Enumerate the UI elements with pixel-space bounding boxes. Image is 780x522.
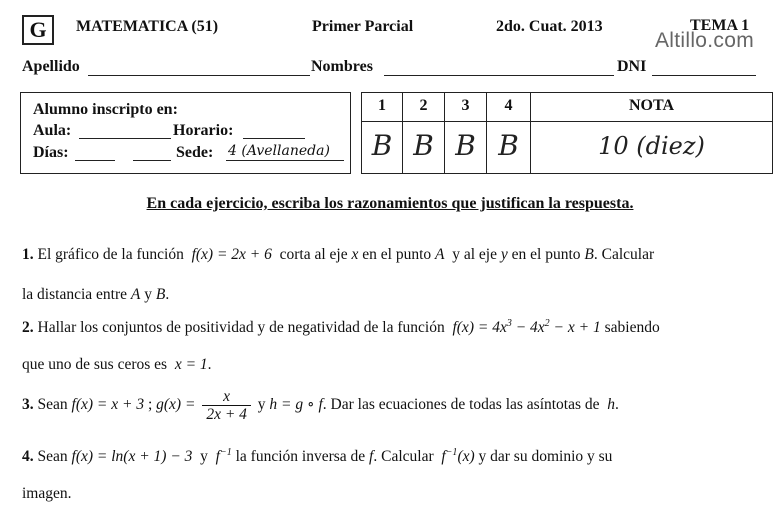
q1-line2-a: A (130, 286, 141, 303)
sede-handwritten-value: 4 (Avellaneda) (228, 143, 330, 159)
q1-text-3: en el punto (362, 246, 432, 263)
grade-mark-2: B (403, 122, 445, 173)
q4-finv2-arg: (x) (457, 448, 475, 466)
q1-line2-b: B (155, 286, 166, 303)
nombres-line (384, 75, 614, 76)
watermark-logo: Altillo.com (655, 29, 754, 52)
question-2-line-1 (22, 318, 660, 337)
question-4-number: 4. (22, 448, 34, 466)
course-title: MATEMATICA (51) (76, 18, 219, 35)
q3-text-1: Sean (37, 396, 68, 414)
q3-h-end: h (607, 396, 616, 414)
q4-finverse (216, 448, 232, 465)
sede-line (226, 160, 344, 161)
dias-label: Días: (33, 144, 69, 161)
q4-text-5: y dar su dominio y su (478, 448, 613, 466)
question-2-number: 2. (22, 319, 34, 337)
sede-label: Sede: (176, 144, 214, 161)
q3-separator: ; (147, 396, 153, 414)
q2-line2-zero: x = 1 (174, 356, 208, 373)
q4-finverse-x (441, 448, 474, 465)
apellido-line (88, 75, 310, 76)
dni-line (652, 75, 756, 76)
q2-line2-period: . (207, 356, 212, 373)
nombres-label: Nombres (311, 58, 373, 75)
question-4-line-2 (22, 485, 72, 503)
grade-header-1: 1 (362, 93, 403, 122)
theme-label: TEMA 1 (690, 17, 750, 34)
q2-function (452, 319, 600, 336)
grade-mark-4: B (487, 122, 531, 173)
q1-text-2: corta al eje (279, 246, 348, 263)
q1-text-5: en el punto (511, 246, 581, 263)
q4-f-ref: f (369, 448, 374, 466)
q3-fraction (202, 388, 251, 423)
question-2-line-2 (22, 356, 212, 374)
q1-line2-y: y (144, 286, 152, 303)
q2-text-1: Hallar los conjuntos de positividad y de negatividad de la función (37, 319, 445, 337)
q4-f: f(x) = ln(x + 1) − 3 (71, 448, 193, 466)
question-4-line-1 (22, 447, 612, 466)
q2-exp-1: 3 (506, 318, 512, 329)
grade-header-2: 2 (403, 93, 445, 122)
exam-title: Primer Parcial (312, 18, 414, 35)
aula-line (79, 138, 171, 139)
horario-label: Horario: (173, 122, 234, 139)
q1-line2-period: . (165, 286, 170, 303)
q4-finv-exp: −1 (219, 447, 232, 458)
enrollment-title: Alumno inscripto en: (33, 101, 178, 118)
q2-f-post: − x + 1 (549, 319, 601, 337)
q2-line2-text: que uno de sus ceros es (22, 356, 168, 373)
q4-text-4: . Calcular (373, 448, 434, 466)
q4-text-1: Sean (37, 448, 68, 466)
instructions: En cada ejercicio, escriba los razonamientos que justifican la respuesta. (146, 195, 634, 212)
dias-line-2 (133, 160, 171, 161)
q4-finv2-f: f (441, 448, 446, 466)
q1-function: f(x) = 2x + 6 (191, 246, 272, 263)
q1-line2-text: la distancia entre (22, 286, 128, 303)
question-1-number: 1. (22, 246, 34, 263)
grades-table (361, 92, 773, 174)
q1-var-x: x (351, 246, 359, 263)
q3-period: . (615, 396, 619, 414)
q3-text-2: y (257, 396, 266, 414)
q3-fraction-numerator: x (202, 388, 251, 406)
q3-g: g(x) = (156, 396, 196, 414)
question-3 (22, 388, 619, 423)
term-label: 2do. Cuat. 2013 (496, 18, 603, 35)
q1-var-y: y (500, 246, 508, 263)
q3-f: f(x) = x + 3 (71, 396, 145, 414)
group-letter-box: G (22, 15, 54, 45)
q3-text-3: . Dar las ecuaciones de todas las asíntotas de (322, 396, 600, 414)
q2-text-2: sabiendo (604, 319, 660, 337)
nota-header: NOTA (531, 93, 772, 122)
dni-label: DNI (617, 58, 647, 75)
horario-line (243, 138, 305, 139)
q1-text-4: y al eje (452, 246, 497, 263)
q1-text-1: El gráfico de la función (37, 246, 184, 263)
aula-label: Aula: (33, 122, 72, 139)
q1-point-b: B (584, 246, 594, 263)
q1-text-6: . Calcular (593, 246, 655, 263)
grade-mark-1: B (362, 122, 403, 173)
q3-h: h = g ∘ f (269, 396, 323, 414)
q4-line2-text: imagen. (22, 485, 72, 502)
grade-header-3: 3 (445, 93, 487, 122)
q2-exp-2: 2 (544, 318, 550, 329)
apellido-label: Apellido (22, 58, 80, 75)
dias-line-1 (75, 160, 115, 161)
q4-text-2: y (200, 448, 208, 466)
q3-fraction-denominator: 2x + 4 (206, 406, 247, 423)
question-1-line-2 (22, 286, 169, 304)
q2-f-mid: − 4x (511, 319, 545, 337)
grade-header-4: 4 (487, 93, 531, 122)
q4-finv2-exp: −1 (445, 447, 458, 458)
nota-value: 10 (diez) (598, 132, 705, 160)
q1-point-a: A (435, 246, 445, 263)
enrollment-box (20, 92, 351, 174)
q4-finv-f: f (215, 448, 220, 466)
question-1-line-1 (22, 246, 654, 264)
grade-mark-3: B (445, 122, 487, 173)
q4-text-3: la función inversa de (235, 448, 366, 466)
q2-f-pre: f(x) = 4x (452, 319, 507, 337)
question-3-number: 3. (22, 396, 34, 414)
